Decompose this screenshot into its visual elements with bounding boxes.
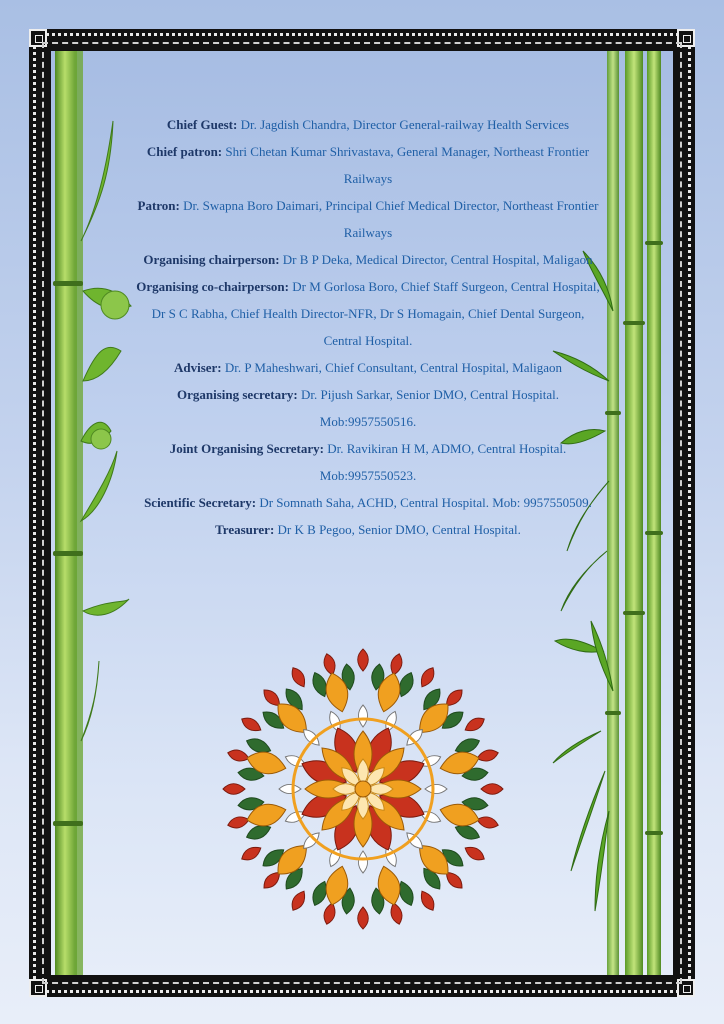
committee-entry-adviser [133,354,603,381]
mandala-outer-leaf [226,814,250,830]
border-corner-bottom-left [29,979,47,997]
entry-value: Dr. Ravikiran H M, ADMO, Central Hospital. Mob:9957550523. [319,441,567,483]
mandala-outer-leaf [226,748,250,764]
committee-entry-chief-patron [133,138,603,192]
committee-entry-organising-chairperson [133,246,603,273]
mandala-outer-leaf [239,714,263,734]
committee-entry-organising-secretary [133,381,603,435]
mandala-white-petal [279,785,301,794]
page-content [51,51,673,975]
mandala-outer-leaf [463,714,487,734]
committee-entry-treasurer [133,516,603,543]
mandala-white-petal [359,705,368,727]
mandala-outer-leaf [476,748,500,764]
mandala-white-petal [300,830,322,852]
mandala-outer-leaf [223,784,245,795]
entry-value: Dr. Pijush Sarkar, Senior DMO, Central Hospital. Mob:9957550516. [297,387,559,429]
entry-value: Dr. Swapna Boro Daimari, Principal Chief Medical Director, Northeast Frontier Railways [179,198,599,240]
mandala-outer-leaf [417,665,437,689]
border-corner-top-left [29,29,47,47]
entry-label: Scientific Secretary: [144,495,257,510]
mandala-white-petal [404,830,426,852]
mandala-outer-leaf [463,843,487,863]
mandala-outer-leaf [358,907,369,929]
entry-value: Dr Somnath Saha, ACHD, Central Hospital. Mob: 9957550509. [256,495,592,510]
mandala-outer-leaf [417,889,437,913]
committee-list [133,111,603,543]
mandala-outer-leaf [288,889,308,913]
entry-label: Treasurer: [215,522,275,537]
committee-entry-joint-organising-secretary [133,435,603,489]
mandala-outer-leaf [288,665,308,689]
mandala-white-petal [300,726,322,748]
entry-label: Chief Guest: [166,117,238,132]
mandala-outer-leaf [239,843,263,863]
mandala-white-petal [404,726,426,748]
mandala-outer-leaf [476,814,500,830]
mandala-outer-leaf [322,902,338,926]
entry-value: Dr B P Deka, Medical Director, Central Hospital, Maligaon [279,252,593,267]
mandala-outer-leaf [388,652,404,676]
entry-value: Dr. P Maheshwari, Chief Consultant, Central Hospital, Maligaon [221,360,563,375]
committee-entry-chief-guest [133,111,603,138]
entry-label: Organising chairperson: [143,252,280,267]
committee-entry-scientific-secretary [133,489,603,516]
mandala-white-petal [425,785,447,794]
border-corner-bottom-right [677,979,695,997]
entry-label: Adviser: [173,360,222,375]
committee-entry-organising-co-chairperson [133,273,603,354]
border-corner-top-right [677,29,695,47]
entry-label: Organising co-chairperson: [136,279,289,294]
entry-value: Dr. Jagdish Chandra, Director General-railway Health Services [237,117,570,132]
mandala-outer-leaf [322,652,338,676]
mandala-outer-leaf [358,649,369,671]
entry-value: Shri Chetan Kumar Shrivastava, General Manager, Northeast Frontier Railways [222,144,590,186]
mandala-white-petal [359,851,368,873]
entry-label: Chief patron: [146,144,223,159]
mandala-center [355,781,371,797]
rangoli-mandala-illustration [198,639,528,939]
entry-label: Organising secretary: [177,387,298,402]
entry-value: Dr K B Pegoo, Senior DMO, Central Hospital. [274,522,521,537]
entry-value: Dr M Gorlosa Boro, Chief Staff Surgeon, Central Hospital, Dr S C Rabha, Chief Health Director-NFR, Dr S Homagain, Chief Dental Surgeon, Central Hospital. [151,279,600,348]
committee-entry-patron [133,192,603,246]
entry-label: Patron: [137,198,180,213]
mandala-outer-leaf [388,902,404,926]
mandala-outer-leaf [481,784,503,795]
entry-label: Joint Organising Secretary: [169,441,324,456]
